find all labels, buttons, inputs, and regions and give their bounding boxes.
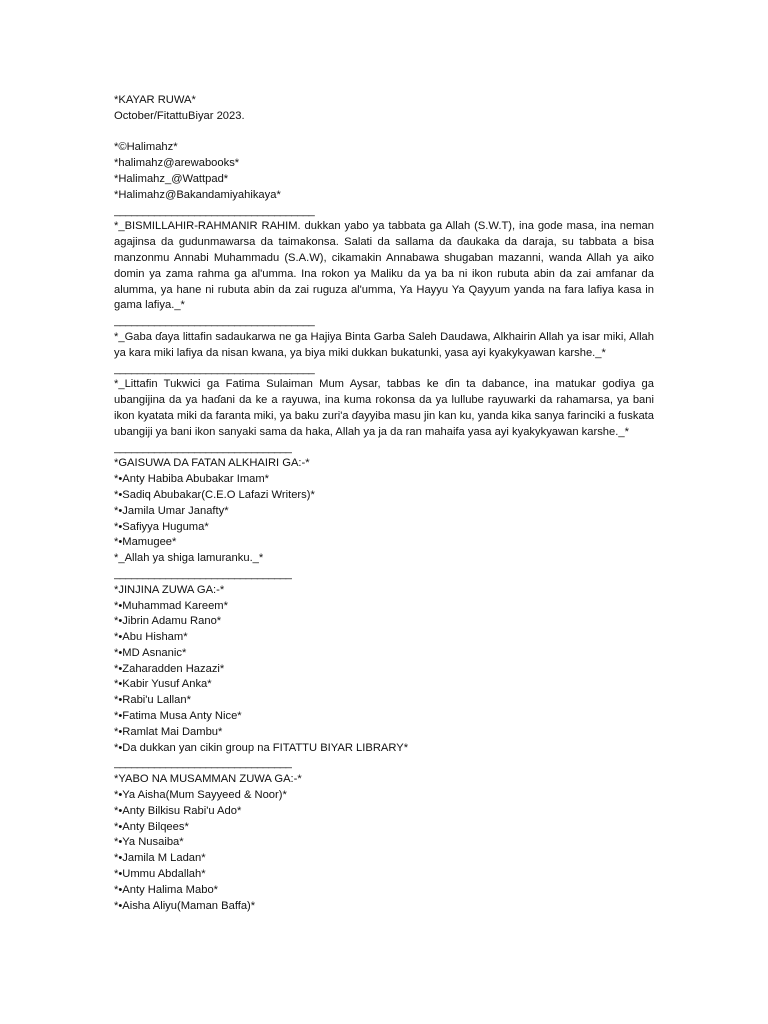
divider-rule: _______________________________ — [114, 757, 292, 770]
list-item: *•Sadiq Abubakar(C.E.O Lafazi Writers)* — [114, 488, 315, 501]
credit-arewabooks: *halimahz@arewabooks* — [114, 157, 240, 170]
list-item: *•Fatima Musa Anty Nice* — [114, 710, 242, 723]
list-item: *•Anty Bilkisu Rabi'u Ado* — [114, 804, 242, 817]
list-item: *•Ramlat Mai Dambu* — [114, 725, 223, 738]
list-item: *_Allah ya shiga lamuranku._* — [114, 552, 264, 565]
blank-line — [114, 125, 654, 141]
list-item: *•Ya Nusaiba* — [114, 836, 184, 849]
document-title: *KAYAR RUWA* — [114, 94, 196, 106]
list-item: *•Kabir Yusuf Anka* — [114, 678, 212, 691]
divider-rule: ___________________________________ — [114, 315, 315, 328]
list-item: *•Mamugee* — [114, 536, 177, 549]
list-item: *•Ya Aisha(Mum Sayyeed & Noor)* — [114, 789, 287, 802]
divider-rule: ___________________________________ — [114, 204, 315, 217]
list-item: *•Abu Hisham* — [114, 631, 188, 644]
list-item: *•Anty Bilqees* — [114, 820, 189, 833]
list-item: *•Muhammad Kareem* — [114, 599, 228, 612]
dedication-paragraph: *_Gaba ɗaya littafin sadaukarwa ne ga Hajiya Binta Garba Saleh Daudawa, Alkhairin Allah ya isar miki, Allah ya kara miki lafiya da nisan kwana, ya biya miki dukkan bukatunki, yasa ayi kyakykyawan karshe._* — [114, 330, 654, 359]
list-item: *•Jibrin Adamu Rano* — [114, 615, 222, 628]
list-item: *•Anty Halima Mabo* — [114, 883, 219, 896]
list-item: *•Jamila M Ladan* — [114, 852, 206, 865]
list-item: *•Anty Habiba Abubakar Imam* — [114, 473, 270, 486]
divider-rule: _______________________________ — [114, 441, 292, 454]
list-item: *•Da dukkan yan cikin group na FITATTU BIYAR LIBRARY* — [114, 741, 409, 754]
jinjina-heading: *JINJINA ZUWA GA:-* — [114, 583, 225, 596]
gaisuwa-heading: *GAISUWA DA FATAN ALKHAIRI GA:-* — [114, 457, 310, 470]
divider-rule: _______________________________ — [114, 567, 292, 580]
divider-rule: ___________________________________ — [114, 362, 315, 375]
document-page — [114, 93, 654, 914]
list-item: *•Jamila Umar Janafty* — [114, 504, 229, 517]
yabo-heading: *YABO NA MUSAMMAN ZUWA GA:-* — [114, 773, 302, 786]
credit-copyright: *©Halimahz* — [114, 141, 178, 154]
bismillah-paragraph: *_BISMILLAHIR-RAHMANIR RAHIM. dukkan yabo ya tabbata ga Allah (S.W.T), ina gode masa, ina neman agajinsa da gudunmawarsa da taimakonsa. Salati da sallama da ɗaukaka da daraja, su tabbata a bisa manzonmu Annabi Muhammadu (S.A.W), cikamakin Annabawa shugaban mazanni, wanda Allah ya aiko domin ya zama rahma ga al'umma. Ina rokon ya Maliku da ya ba ni ikon rubuta abin da zai amfanar da alumma, ya hane ni rubuta abin da zai ruguza al'umma, Ya Hayyu Ya Qayyum yanda na fara lafiya kasa in gama lafiya._* — [114, 220, 654, 312]
document-date: October/FitattuBiyar 2023. — [114, 109, 245, 122]
list-item: *•Ummu Abdallah* — [114, 868, 206, 881]
list-item: *•Zaharadden Hazazi* — [114, 662, 225, 675]
list-item: *•Aisha Aliyu(Maman Baffa)* — [114, 899, 256, 912]
credit-bakandamiya: *Halimahz@Bakandamiyahikaya* — [114, 188, 281, 201]
tribute-paragraph: *_Littafin Tukwici ga Fatima Sulaiman Mum Aysar, tabbas ke ɗin ta dabance, ina matukar godiya ga ubangijina da ya haɗani da ke a rayuwa, ina kuma rokonsa da ya lullube rayuwarki da rahamarsa, ya bani ikon kyatata miki da faranta miki, ya baku zuri'a ɗayyiba masu jin kan ku, yanda kika sanya farinciki a fuskata ubangiji ya bani ikon sanyaki sama da haka, Allah ya ja da ran mahaifa yasa ayi kyakykyawan karshe._* — [114, 378, 654, 438]
credit-wattpad: *Halimahz_@Wattpad* — [114, 172, 229, 185]
list-item: *•Safiyya Huguma* — [114, 520, 209, 533]
list-item: *•Rabi'u Lallan* — [114, 694, 191, 707]
list-item: *•MD Asnanic* — [114, 646, 187, 659]
